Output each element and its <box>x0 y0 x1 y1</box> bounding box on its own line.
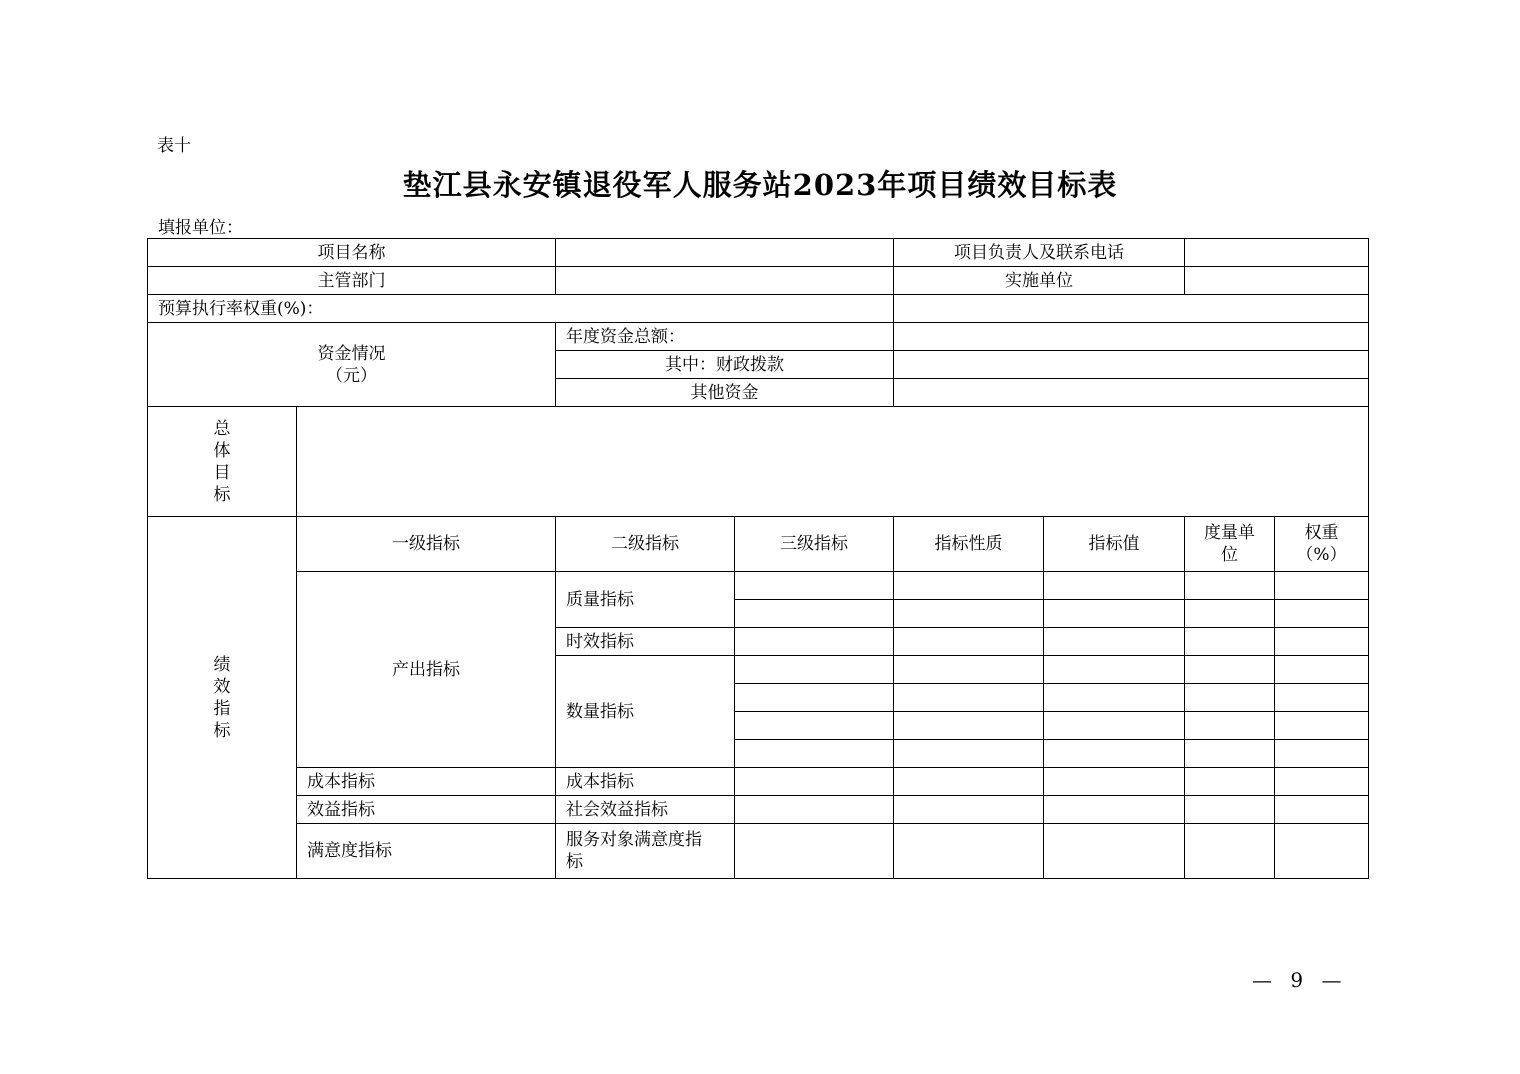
table-cell[interactable] <box>735 684 894 712</box>
table-cell[interactable] <box>1044 712 1185 740</box>
funds-label-line2: （元） <box>326 365 377 386</box>
table-cell[interactable] <box>1185 712 1275 740</box>
table-row <box>148 796 1369 824</box>
table-row <box>148 768 1369 796</box>
satisfaction-indicator-l1: 满意度指标 <box>297 824 556 879</box>
page-number: — 9 — <box>1252 968 1348 992</box>
table-cell[interactable] <box>735 712 894 740</box>
overall-goal-value[interactable] <box>297 407 1369 517</box>
budget-weight-value[interactable] <box>894 295 1369 323</box>
table-row <box>148 517 1369 572</box>
table-row <box>148 572 1369 600</box>
table-cell[interactable] <box>894 768 1044 796</box>
performance-target-table <box>147 238 1369 879</box>
col-weight-header: 权重 （%） <box>1275 517 1369 572</box>
fiscal-funds-value[interactable] <box>894 351 1369 379</box>
other-funds-label: 其他资金 <box>556 379 894 407</box>
table-row <box>148 267 1369 295</box>
table-cell[interactable] <box>894 796 1044 824</box>
col-level3-header: 三级指标 <box>735 517 894 572</box>
impl-unit-label: 实施单位 <box>894 267 1185 295</box>
table-cell[interactable] <box>1044 768 1185 796</box>
col-level1-header: 一级指标 <box>297 517 556 572</box>
project-name-label: 项目名称 <box>148 239 556 267</box>
benefit-indicator-l1: 效益指标 <box>297 796 556 824</box>
dept-label: 主管部门 <box>148 267 556 295</box>
quantity-indicator-label: 数量指标 <box>556 656 735 768</box>
annual-total-value[interactable] <box>894 323 1369 351</box>
table-cell[interactable] <box>1275 628 1369 656</box>
table-cell[interactable] <box>1044 740 1185 768</box>
col-nature-header: 指标性质 <box>894 517 1044 572</box>
table-cell[interactable] <box>1185 768 1275 796</box>
table-cell[interactable] <box>1044 684 1185 712</box>
page-title: 垫江县永安镇退役军人服务站2023年项目绩效目标表 <box>402 168 1118 202</box>
timeliness-indicator-label: 时效指标 <box>556 628 735 656</box>
table-cell[interactable] <box>1185 824 1275 879</box>
overall-goal-label: 总 体 目 标 <box>148 407 297 517</box>
table-cell[interactable] <box>1275 768 1369 796</box>
performance-indicators-label: 绩 效 指 标 <box>148 517 297 879</box>
table-cell[interactable] <box>1185 572 1275 600</box>
table-cell[interactable] <box>1044 572 1185 600</box>
table-cell[interactable] <box>1275 712 1369 740</box>
table-number-label: 表十 <box>157 136 191 156</box>
table-cell[interactable] <box>735 740 894 768</box>
table-row <box>148 295 1369 323</box>
other-funds-value[interactable] <box>894 379 1369 407</box>
fiscal-funds-label: 其中：财政拨款 <box>556 351 894 379</box>
table-cell[interactable] <box>1044 628 1185 656</box>
funds-label <box>148 323 556 407</box>
table-row <box>148 239 1369 267</box>
table-cell[interactable] <box>735 628 894 656</box>
table-row <box>148 323 1369 351</box>
benefit-indicator-l2: 社会效益指标 <box>556 796 735 824</box>
funds-label-line1: 资金情况 <box>317 343 386 364</box>
table-cell[interactable] <box>1044 796 1185 824</box>
table-cell[interactable] <box>1185 684 1275 712</box>
project-owner-label: 项目负责人及联系电话 <box>894 239 1185 267</box>
table-cell[interactable] <box>1044 600 1185 628</box>
table-cell[interactable] <box>735 796 894 824</box>
table-cell[interactable] <box>894 684 1044 712</box>
project-name-value[interactable] <box>556 239 894 267</box>
table-cell[interactable] <box>1185 656 1275 684</box>
table-cell[interactable] <box>735 572 894 600</box>
budget-weight-label: 预算执行率权重(%)： <box>148 295 894 323</box>
table-cell[interactable] <box>1275 572 1369 600</box>
col-value-header: 指标值 <box>1044 517 1185 572</box>
satisfaction-indicator-l2: 服务对象满意度指 标 <box>556 824 735 879</box>
table-cell[interactable] <box>1044 656 1185 684</box>
table-cell[interactable] <box>735 600 894 628</box>
table-cell[interactable] <box>894 824 1044 879</box>
table-row <box>148 824 1369 879</box>
table-cell[interactable] <box>894 740 1044 768</box>
table-cell[interactable] <box>735 656 894 684</box>
table-cell[interactable] <box>1275 656 1369 684</box>
annual-total-label: 年度资金总额： <box>556 323 894 351</box>
cost-indicator-l1: 成本指标 <box>297 768 556 796</box>
col-level2-header: 二级指标 <box>556 517 735 572</box>
quality-indicator-label: 质量指标 <box>556 572 735 628</box>
table-cell[interactable] <box>735 768 894 796</box>
table-cell[interactable] <box>894 628 1044 656</box>
table-cell[interactable] <box>1185 600 1275 628</box>
table-cell[interactable] <box>1275 600 1369 628</box>
col-unit-header: 度量单 位 <box>1185 517 1275 572</box>
table-cell[interactable] <box>1275 796 1369 824</box>
table-cell[interactable] <box>1275 824 1369 879</box>
table-cell[interactable] <box>1185 740 1275 768</box>
cost-indicator-l2: 成本指标 <box>556 768 735 796</box>
table-cell[interactable] <box>894 572 1044 600</box>
table-cell[interactable] <box>894 656 1044 684</box>
table-cell[interactable] <box>1044 824 1185 879</box>
table-cell[interactable] <box>735 824 894 879</box>
table-cell[interactable] <box>1275 740 1369 768</box>
impl-unit-value[interactable] <box>1185 267 1369 295</box>
fill-unit-label: 填报单位： <box>158 218 243 238</box>
table-cell[interactable] <box>894 600 1044 628</box>
project-owner-value[interactable] <box>1185 239 1369 267</box>
table-row <box>148 407 1369 517</box>
output-indicator-label: 产出指标 <box>297 572 556 768</box>
table-cell[interactable] <box>1185 796 1275 824</box>
table-cell[interactable] <box>1185 628 1275 656</box>
table-cell[interactable] <box>894 712 1044 740</box>
dept-value[interactable] <box>556 267 894 295</box>
table-cell[interactable] <box>1275 684 1369 712</box>
